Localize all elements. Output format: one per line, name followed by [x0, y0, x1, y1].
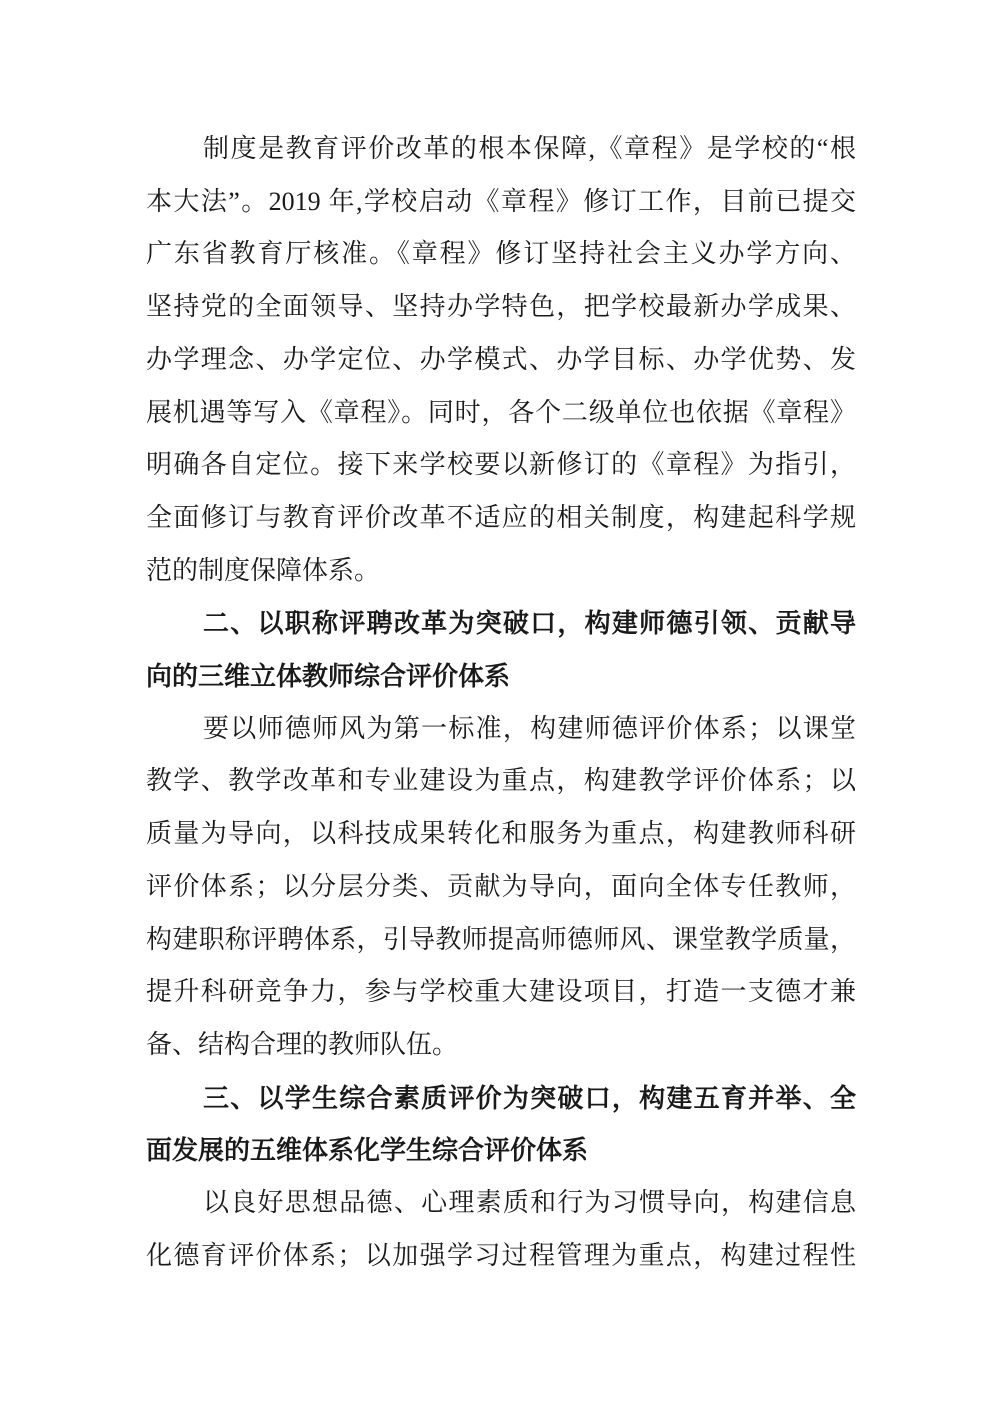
text-line: 备、结构合理的教师队伍。: [146, 1029, 459, 1059]
heading-line: 三、以学生综合素质评价为突破口，构建五育并举、全: [203, 1082, 856, 1113]
heading-line: 二、以职称评聘改革为突破口，构建师德引领、贡献导: [203, 608, 856, 639]
section-heading: [146, 1072, 856, 1177]
text-line: 以良好思想品德、心理素质和行为习惯导向，构建信息: [203, 1188, 856, 1218]
text-line: 化德育评价体系；以加强学习过程管理为重点，构建过程性: [146, 1240, 856, 1270]
text-line: 要以师德师风为第一标准，构建师德评价体系；以课堂: [203, 713, 856, 743]
text-line: 质量为导向，以科技成果转化和服务为重点，构建教师科研: [146, 819, 856, 849]
body-paragraph: [146, 703, 856, 1072]
document-text-area: [146, 123, 856, 1282]
text-line: 构建职称评聘体系，引导教师提高师德师风、课堂教学质量，: [146, 924, 856, 954]
text-line: 坚持党的全面领导、坚持办学特色，把学校最新办学成果、: [146, 292, 856, 322]
text-line: 展机遇等写入《章程》。同时，各个二级单位也依据《章程》: [146, 397, 856, 427]
text-line: 评价体系；以分层分类、贡献为导向，面向全体专任教师，: [146, 871, 856, 901]
text-line: 全面修订与教育评价改革不适应的相关制度，构建起科学规: [146, 502, 856, 532]
text-line: 制度是教育评价改革的根本保障,《章程》是学校的“根: [203, 134, 856, 163]
text-line: 本大法”。2019 年,学校启动《章程》修订工作，目前已提交: [146, 186, 856, 216]
text-line: 办学理念、办学定位、办学模式、办学目标、办学优势、发: [146, 344, 856, 374]
text-line: 教学、教学改革和专业建设为重点，构建教学评价体系；以: [146, 766, 856, 796]
heading-line: 面发展的五维体系化学生综合评价体系: [146, 1135, 589, 1166]
text-line: 提升科研竞争力，参与学校重大建设项目，打造一支德才兼: [146, 977, 856, 1007]
body-paragraph: [146, 123, 856, 597]
body-paragraph: [146, 1177, 856, 1282]
text-line: 范的制度保障体系。: [146, 555, 381, 585]
text-line: 广东省教育厅核准。《章程》修订坚持社会主义办学方向、: [146, 239, 856, 269]
text-line: 明确各自定位。接下来学校要以新修订的《章程》为指引，: [146, 450, 856, 480]
heading-line: 向的三维立体教师综合评价体系: [146, 661, 511, 692]
section-heading: [146, 597, 856, 702]
